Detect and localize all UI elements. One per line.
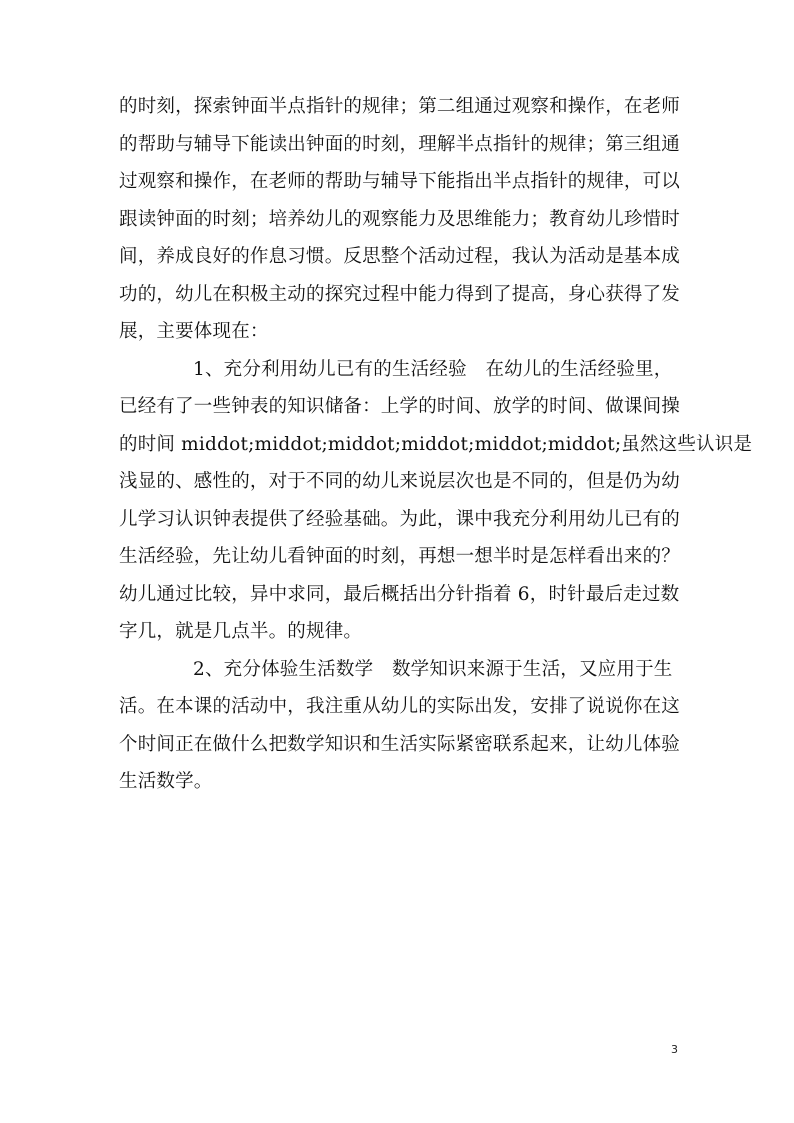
- text-line: 功的，幼儿在积极主动的探究过程中能力得到了提高，身心获得了发: [119, 283, 681, 305]
- text-line: 字几，就是几点半。的规律。: [119, 621, 363, 642]
- text-line: 展，主要体现在：: [119, 321, 269, 342]
- text-line: 活。在本课的活动中，我注重从幼儿的实际出发，安排了说说你在这: [119, 696, 681, 717]
- text-line: 跟读钟面的时刻；培养幼儿的观察能力及思维能力；教育幼儿珍惜时: [119, 208, 681, 230]
- section-heading-1: 1、充分利用幼儿已有的生活经验 在幼儿的生活经验里，: [193, 358, 673, 380]
- text-line: 的帮助与辅导下能读出钟面的时刻，理解半点指针的规律；第三组通: [119, 133, 681, 155]
- text-line: 浅显的、感性的，对于不同的幼儿来说层次也是不同的，但是仍为幼: [119, 471, 681, 492]
- section-heading-2: 2、充分体验生活数学 数学知识来源于生活，又应用于生: [193, 658, 673, 680]
- text-line: 的时间 middot;middot;middot;middot;middot;middot;虽然这些认识是: [119, 433, 753, 455]
- text-line: 的时刻，探索钟面半点指针的规律；第二组通过观察和操作，在老师: [119, 96, 681, 117]
- text-line: 生活数学。: [119, 771, 213, 792]
- text-line: 儿学习认识钟表提供了经验基础。为此，课中我充分利用幼儿已有的: [119, 508, 681, 530]
- text-line: 已经有了一些钟表的知识储备：上学的时间、放学的时间、做课间操: [119, 396, 681, 417]
- text-line: 间，养成良好的作息习惯。反思整个活动过程，我认为活动是基本成: [119, 246, 681, 267]
- text-line: 个时间正在做什么把数学知识和生活实际紧密联系起来，让幼儿体验: [119, 733, 681, 755]
- body-text: [119, 88, 753, 801]
- page-number: 3: [671, 1043, 678, 1056]
- text-line: 过观察和操作，在老师的帮助与辅导下能指出半点指针的规律，可以: [119, 171, 681, 192]
- text-line: 生活经验，先让幼儿看钟面的时刻，再想一想半时是怎样看出来的？: [119, 546, 681, 567]
- text-line: 幼儿通过比较，异中求同，最后概括出分针指着 6，时针最后走过数: [119, 583, 680, 605]
